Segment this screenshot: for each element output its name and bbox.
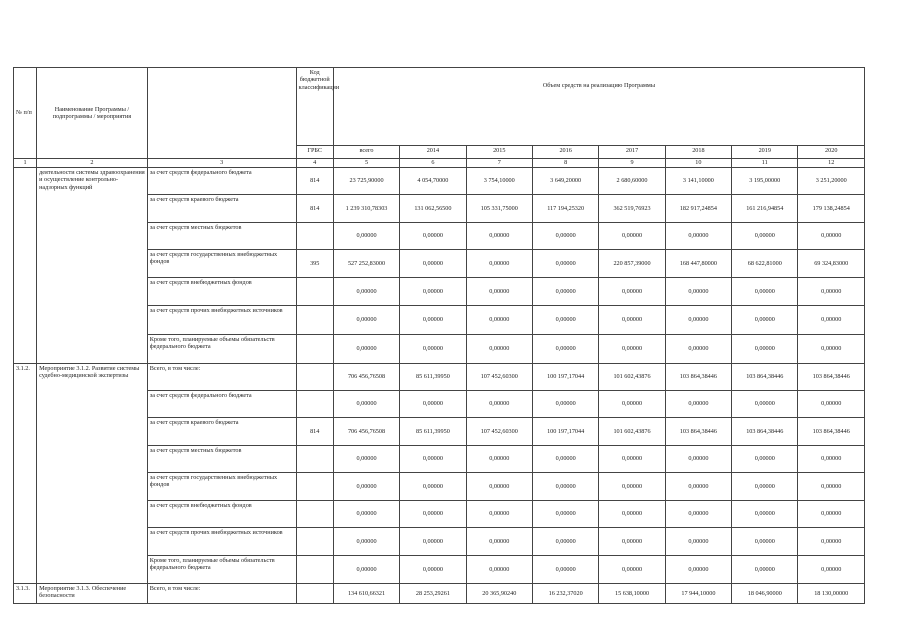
grbs-code xyxy=(296,223,333,250)
amount-cell: 107 452,60300 xyxy=(466,418,532,446)
amount-cell: 17 944,10000 xyxy=(665,584,731,604)
funding-source: за счет средств федерального бюджета xyxy=(147,391,296,418)
amount-cell: 0,00000 xyxy=(532,446,598,473)
amount-cell: 103 864,38446 xyxy=(732,364,798,391)
table-row xyxy=(14,584,865,604)
funding-source: за счет средств краевого бюджета xyxy=(147,418,296,446)
amount-cell: 3 141,10000 xyxy=(665,168,731,195)
index-cell: 5 xyxy=(333,159,399,168)
grbs-code xyxy=(296,278,333,306)
amount-cell: 2 680,60000 xyxy=(599,168,665,195)
amount-cell: 0,00000 xyxy=(798,473,865,501)
funding-source: за счет средств краевого бюджета xyxy=(147,195,296,223)
index-cell: 8 xyxy=(532,159,598,168)
amount-cell: 0,00000 xyxy=(732,223,798,250)
index-cell: 11 xyxy=(732,159,798,168)
funding-source: за счет средств государственных внебюджетных фондов xyxy=(147,250,296,278)
amount-cell: 101 602,43876 xyxy=(599,418,665,446)
amount-cell: 0,00000 xyxy=(400,528,466,556)
amount-cell: 16 232,37020 xyxy=(532,584,598,604)
amount-cell: 103 864,38446 xyxy=(732,418,798,446)
header-year: 2019 xyxy=(732,146,798,159)
amount-cell: 0,00000 xyxy=(400,473,466,501)
amount-cell: 0,00000 xyxy=(599,306,665,335)
amount-cell: 15 638,10000 xyxy=(599,584,665,604)
amount-cell: 0,00000 xyxy=(665,556,731,584)
amount-cell: 0,00000 xyxy=(400,335,466,364)
funding-source: за счет средств внебюджетных фондов xyxy=(147,501,296,528)
grbs-code xyxy=(296,584,333,604)
amount-cell: 105 331,75000 xyxy=(466,195,532,223)
amount-cell: 0,00000 xyxy=(798,278,865,306)
index-cell: 6 xyxy=(400,159,466,168)
amount-cell: 0,00000 xyxy=(466,306,532,335)
row-number xyxy=(14,168,37,364)
amount-cell: 0,00000 xyxy=(798,335,865,364)
index-cell: 2 xyxy=(37,159,148,168)
amount-cell: 182 917,24854 xyxy=(665,195,731,223)
amount-cell: 0,00000 xyxy=(333,223,399,250)
grbs-code: 814 xyxy=(296,168,333,195)
amount-cell: 20 365,90240 xyxy=(466,584,532,604)
amount-cell: 220 857,39000 xyxy=(599,250,665,278)
index-cell: 7 xyxy=(466,159,532,168)
amount-cell: 0,00000 xyxy=(333,556,399,584)
amount-cell: 1 239 310,78303 xyxy=(333,195,399,223)
amount-cell: 0,00000 xyxy=(400,391,466,418)
amount-cell: 0,00000 xyxy=(665,528,731,556)
amount-cell: 0,00000 xyxy=(599,528,665,556)
funding-source: Всего, в том числе: xyxy=(147,584,296,604)
amount-cell: 100 197,17044 xyxy=(532,418,598,446)
amount-cell: 0,00000 xyxy=(665,335,731,364)
amount-cell: 134 610,66321 xyxy=(333,584,399,604)
amount-cell: 4 054,70000 xyxy=(400,168,466,195)
grbs-code: 814 xyxy=(296,195,333,223)
program-name: деятельности системы здравоохранения и осуществление контрольно-надзорных функций xyxy=(37,168,148,364)
amount-cell: 0,00000 xyxy=(333,501,399,528)
header-year: 2014 xyxy=(400,146,466,159)
program-name: Мероприятие 3.1.2. Развитие системы судебно-медицинской экспертизы xyxy=(37,364,148,584)
amount-cell: 0,00000 xyxy=(732,278,798,306)
amount-cell: 0,00000 xyxy=(466,473,532,501)
table-row xyxy=(14,364,865,391)
amount-cell: 0,00000 xyxy=(532,335,598,364)
header-total: всего xyxy=(333,146,399,159)
grbs-code: 814 xyxy=(296,418,333,446)
amount-cell: 0,00000 xyxy=(732,501,798,528)
amount-cell: 0,00000 xyxy=(466,250,532,278)
index-cell: 1 xyxy=(14,159,37,168)
amount-cell: 103 864,38446 xyxy=(665,418,731,446)
amount-cell: 0,00000 xyxy=(532,278,598,306)
funding-source: за счет средств прочих внебюджетных источников xyxy=(147,528,296,556)
amount-cell: 103 864,38446 xyxy=(798,418,865,446)
index-cell: 3 xyxy=(147,159,296,168)
funding-source: за счет средств местных бюджетов xyxy=(147,446,296,473)
amount-cell: 85 611,39950 xyxy=(400,418,466,446)
amount-cell: 0,00000 xyxy=(665,501,731,528)
amount-cell: 117 194,25320 xyxy=(532,195,598,223)
grbs-code xyxy=(296,306,333,335)
amount-cell: 0,00000 xyxy=(466,391,532,418)
amount-cell: 0,00000 xyxy=(599,335,665,364)
amount-cell: 0,00000 xyxy=(400,278,466,306)
amount-cell: 3 251,20000 xyxy=(798,168,865,195)
budget-table xyxy=(13,67,865,604)
amount-cell: 0,00000 xyxy=(333,446,399,473)
amount-cell: 0,00000 xyxy=(400,223,466,250)
grbs-code xyxy=(296,391,333,418)
grbs-code xyxy=(296,528,333,556)
amount-cell: 0,00000 xyxy=(333,391,399,418)
index-cell: 9 xyxy=(599,159,665,168)
header-year: 2020 xyxy=(798,146,865,159)
row-number: 3.1.2. xyxy=(14,364,37,584)
header-name: Наименование Программы / подпрограммы / мероприятия xyxy=(37,68,148,159)
amount-cell: 68 622,81000 xyxy=(732,250,798,278)
amount-cell: 0,00000 xyxy=(798,223,865,250)
amount-cell: 3 195,00000 xyxy=(732,168,798,195)
amount-cell: 161 216,94854 xyxy=(732,195,798,223)
amount-cell: 0,00000 xyxy=(466,278,532,306)
amount-cell: 28 253,29261 xyxy=(400,584,466,604)
header-year: 2015 xyxy=(466,146,532,159)
amount-cell: 69 324,83000 xyxy=(798,250,865,278)
amount-cell: 0,00000 xyxy=(599,278,665,306)
amount-cell: 0,00000 xyxy=(665,278,731,306)
amount-cell: 706 456,76508 xyxy=(333,418,399,446)
amount-cell: 0,00000 xyxy=(466,446,532,473)
amount-cell: 527 252,83000 xyxy=(333,250,399,278)
amount-cell: 0,00000 xyxy=(532,250,598,278)
row-number: 3.1.3. xyxy=(14,584,37,604)
amount-cell: 0,00000 xyxy=(798,501,865,528)
grbs-code xyxy=(296,446,333,473)
amount-cell: 0,00000 xyxy=(732,473,798,501)
funding-source: за счет средств внебюджетных фондов xyxy=(147,278,296,306)
amount-cell: 0,00000 xyxy=(798,446,865,473)
amount-cell: 0,00000 xyxy=(798,306,865,335)
funding-source: за счет средств федерального бюджета xyxy=(147,168,296,195)
amount-cell: 101 602,43876 xyxy=(599,364,665,391)
amount-cell: 0,00000 xyxy=(732,335,798,364)
amount-cell: 0,00000 xyxy=(532,556,598,584)
header-volume: Объем средств на реализацию Программы xyxy=(333,68,864,146)
amount-cell: 0,00000 xyxy=(732,528,798,556)
amount-cell: 0,00000 xyxy=(400,501,466,528)
amount-cell: 0,00000 xyxy=(599,556,665,584)
amount-cell: 0,00000 xyxy=(400,446,466,473)
program-name: Мероприятие 3.1.3. Обеспечение безопасности xyxy=(37,584,148,604)
amount-cell: 0,00000 xyxy=(599,501,665,528)
amount-cell: 0,00000 xyxy=(532,473,598,501)
amount-cell: 706 456,76508 xyxy=(333,364,399,391)
grbs-code xyxy=(296,364,333,391)
amount-cell: 0,00000 xyxy=(599,391,665,418)
index-cell: 4 xyxy=(296,159,333,168)
header-year: 2016 xyxy=(532,146,598,159)
amount-cell: 103 864,38446 xyxy=(665,364,731,391)
table-body xyxy=(14,168,865,604)
amount-cell: 0,00000 xyxy=(732,391,798,418)
header-code: Код бюджетной классификации xyxy=(296,68,333,146)
amount-cell: 85 611,39950 xyxy=(400,364,466,391)
amount-cell: 0,00000 xyxy=(665,223,731,250)
header-empty xyxy=(147,68,296,159)
amount-cell: 107 452,60300 xyxy=(466,364,532,391)
amount-cell: 0,00000 xyxy=(798,556,865,584)
amount-cell: 0,00000 xyxy=(732,306,798,335)
amount-cell: 179 138,24854 xyxy=(798,195,865,223)
funding-source: за счет средств государственных внебюджетных фондов xyxy=(147,473,296,501)
amount-cell: 362 519,76923 xyxy=(599,195,665,223)
amount-cell: 131 062,56500 xyxy=(400,195,466,223)
header-grbs: ГРБС xyxy=(296,146,333,159)
amount-cell: 0,00000 xyxy=(665,446,731,473)
grbs-code xyxy=(296,335,333,364)
amount-cell: 0,00000 xyxy=(466,223,532,250)
amount-cell: 0,00000 xyxy=(400,556,466,584)
funding-source: Кроме того, планируемые объемы обязательств федерального бюджета xyxy=(147,556,296,584)
index-cell: 10 xyxy=(665,159,731,168)
amount-cell: 23 725,90000 xyxy=(333,168,399,195)
amount-cell: 0,00000 xyxy=(466,501,532,528)
amount-cell: 0,00000 xyxy=(665,306,731,335)
amount-cell: 0,00000 xyxy=(532,391,598,418)
amount-cell: 103 864,38446 xyxy=(798,364,865,391)
funding-source: Всего, в том числе: xyxy=(147,364,296,391)
amount-cell: 0,00000 xyxy=(333,306,399,335)
amount-cell: 0,00000 xyxy=(599,473,665,501)
amount-cell: 0,00000 xyxy=(532,528,598,556)
amount-cell: 0,00000 xyxy=(333,473,399,501)
amount-cell: 0,00000 xyxy=(732,556,798,584)
amount-cell: 100 197,17044 xyxy=(532,364,598,391)
amount-cell: 0,00000 xyxy=(532,223,598,250)
amount-cell: 0,00000 xyxy=(732,446,798,473)
amount-cell: 0,00000 xyxy=(466,556,532,584)
header-year: 2018 xyxy=(665,146,731,159)
amount-cell: 0,00000 xyxy=(333,278,399,306)
funding-source: за счет средств прочих внебюджетных источников xyxy=(147,306,296,335)
amount-cell: 0,00000 xyxy=(798,391,865,418)
amount-cell: 0,00000 xyxy=(333,528,399,556)
grbs-code xyxy=(296,556,333,584)
amount-cell: 0,00000 xyxy=(599,223,665,250)
amount-cell: 0,00000 xyxy=(466,528,532,556)
amount-cell: 18 046,90000 xyxy=(732,584,798,604)
header-num: № п/п xyxy=(14,68,37,159)
amount-cell: 0,00000 xyxy=(333,335,399,364)
amount-cell: 168 447,80000 xyxy=(665,250,731,278)
amount-cell: 0,00000 xyxy=(665,473,731,501)
grbs-code xyxy=(296,501,333,528)
amount-cell: 0,00000 xyxy=(532,501,598,528)
funding-source: за счет средств местных бюджетов xyxy=(147,223,296,250)
table-row xyxy=(14,168,865,195)
grbs-code xyxy=(296,473,333,501)
amount-cell: 0,00000 xyxy=(466,335,532,364)
grbs-code: 395 xyxy=(296,250,333,278)
funding-source: Кроме того, планируемые объемы обязательств федерального бюджета xyxy=(147,335,296,364)
amount-cell: 0,00000 xyxy=(400,250,466,278)
amount-cell: 0,00000 xyxy=(665,391,731,418)
header-year: 2017 xyxy=(599,146,665,159)
amount-cell: 0,00000 xyxy=(532,306,598,335)
amount-cell: 0,00000 xyxy=(798,528,865,556)
amount-cell: 0,00000 xyxy=(400,306,466,335)
amount-cell: 3 754,10000 xyxy=(466,168,532,195)
amount-cell: 18 130,00000 xyxy=(798,584,865,604)
index-cell: 12 xyxy=(798,159,865,168)
amount-cell: 0,00000 xyxy=(599,446,665,473)
amount-cell: 3 649,20000 xyxy=(532,168,598,195)
